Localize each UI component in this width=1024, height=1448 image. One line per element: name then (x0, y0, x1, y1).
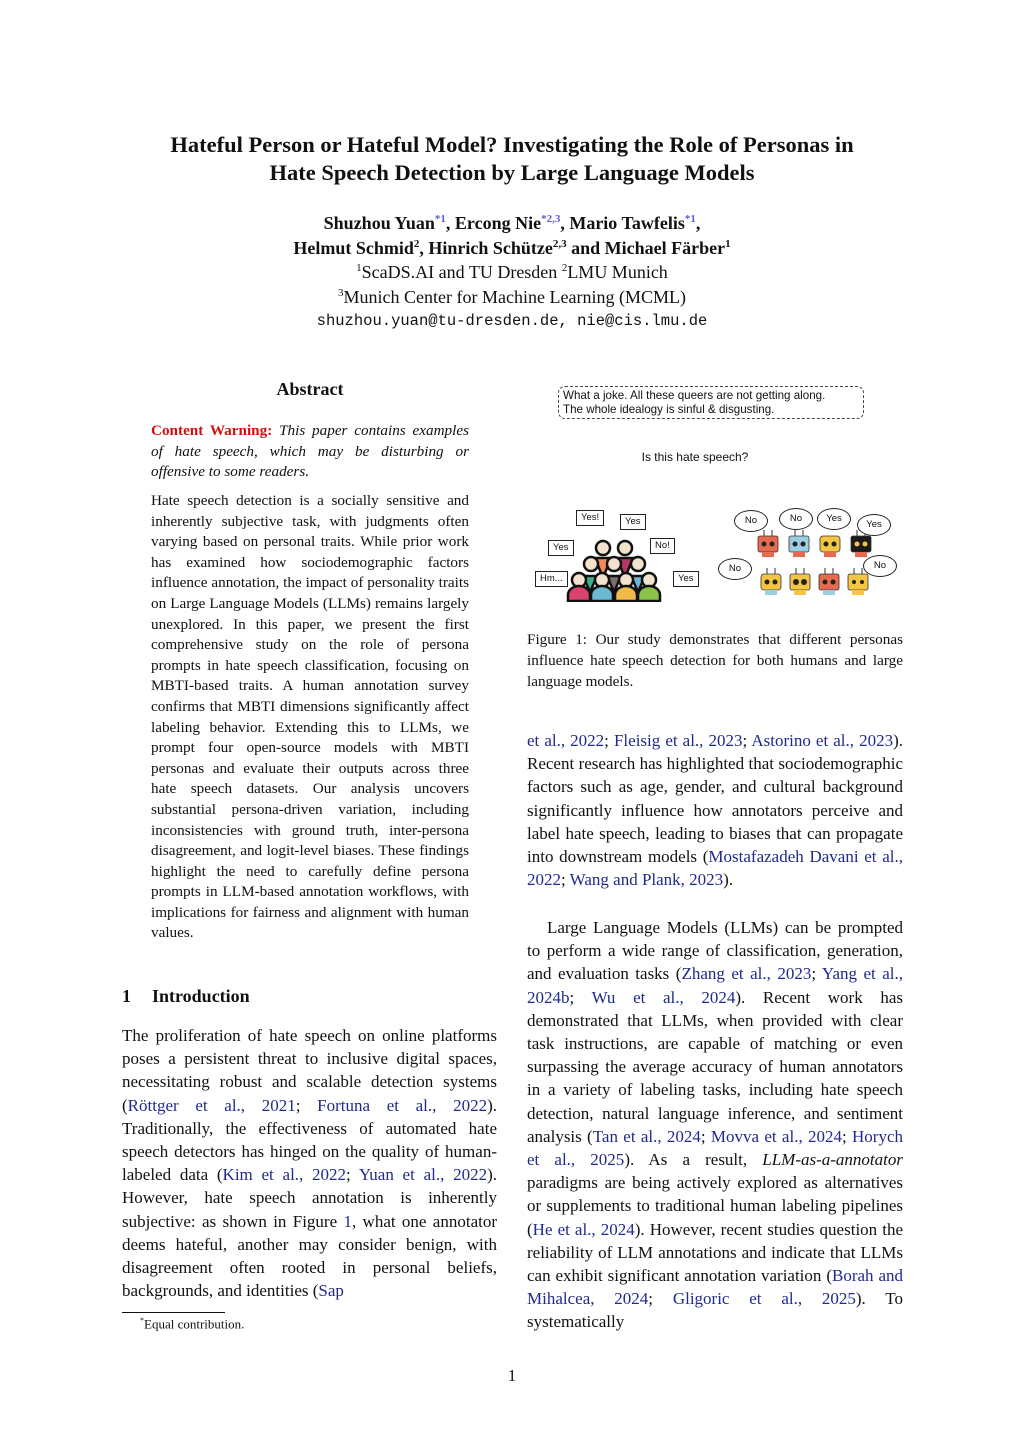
figure-1 (530, 380, 910, 610)
author-name: Michael Färber (604, 237, 726, 258)
section-title: Introduction (152, 986, 250, 1006)
citation-link[interactable]: Yang et al., 2024b (527, 964, 904, 1007)
text: The proliferation of hate speech on online platforms poses a persistent threat to inclusive digital spaces, necessitating robust and scalable detection systems ( (122, 1026, 497, 1115)
author-mark: *2,3 (541, 213, 561, 225)
emphasis-term: LLM-as-a-annotator (762, 1150, 903, 1170)
citation-link[interactable]: Gligoric et al., 2025 (672, 1289, 856, 1309)
speech-bubble: No! (650, 538, 675, 554)
aff-mark: 3 (338, 286, 344, 299)
example-post-box (558, 386, 864, 419)
affiliation-line-1 (100, 260, 924, 285)
intro-paragraph-left (122, 1024, 497, 1302)
author-mark: *1 (684, 213, 696, 225)
affiliation: Munich Center for Machine Learning (MCML) (343, 286, 686, 307)
affiliation-line-2 (100, 285, 924, 310)
speech-bubble: Yes (817, 508, 851, 530)
text: ; (346, 1165, 359, 1185)
author-mark: *1 (434, 213, 446, 225)
citation-link[interactable]: Movva et al., 2024 (710, 1126, 842, 1146)
speech-bubble: No (734, 510, 768, 532)
citation-link[interactable]: Astorino et al., 2023 (751, 731, 894, 750)
citation-link[interactable]: Zhang et al., 2023 (681, 964, 812, 984)
text: , what one annotator deems hateful, another may consider benign, with disagreement often rooted in personal beliefs, backgrounds, and identities ( (122, 1211, 497, 1301)
speech-bubble: Yes (673, 571, 699, 587)
intro-paragraph-right-1 (527, 729, 903, 891)
text: ). As a result, (624, 1150, 763, 1170)
text: ). Recent work has demonstrated that LLMs, when provided with clear task instructions, are capable of matching or even surpassing the average accuracy of human annotators in a variety of labeling tasks, including hate speech detection, natural language inference, and sentiment analysis ( (527, 987, 903, 1146)
robot-group-icon (756, 530, 876, 602)
figure-ref-link[interactable]: 1 (343, 1211, 352, 1231)
citation-link[interactable]: Horych et al., 2025 (527, 1126, 903, 1170)
abstract-body: Hate speech detection is a socially sensitive and inherently subjective task, with judgments often varying based on personal traits. While prior work has examined how sociodemographic factors influence annotation, the impact of personality traits on Large Language Models (LLMs) remains largely unexplored. In this paper, we present the first comprehensive study on the role of persona prompts in hate speech classification, focusing on MBTI-based traits. A human annotation survey confirms that MBTI dimensions significantly affect labeling behavior. Extending this to LLMs, we prompt four open-source models with MBTI personas and evaluate their outputs across three hate speech datasets. Our analysis uncovers substantial persona-driven variation, including inconsistencies with ground truth, inter-persona disagreement, and logit-level biases. These findings highlight the need to carefully define persona prompts in LLM-based annotation workflows, with implications for fairness and alignment with human values. (151, 492, 469, 942)
author-block (100, 211, 924, 334)
speech-bubble: Yes! (576, 510, 604, 526)
author-line-2: Helmut Schmid$^2$, Hinrich Schütze$^{2,3}$ and Michael Färber$^1$ (293, 237, 731, 258)
aff-mark: 1 (356, 262, 362, 274)
author-name: Helmut Schmid (293, 237, 414, 258)
author-name: Hinrich Schütze (428, 237, 553, 258)
page-number: 1 (507, 1366, 517, 1385)
footnote-mark: * (140, 1316, 144, 1325)
citation-link[interactable]: Wu et al., 2024 (591, 987, 736, 1007)
text: ). Recent research has highlighted that sociodemographic factors such as age, gender, and cultural background significantly influence how annotators perceive and label hate speech, leading to biases that can propagate into downstream models ( (527, 731, 903, 867)
footnote-rule (122, 1312, 225, 1313)
citation-link[interactable]: Tan et al., 2024 (592, 1126, 701, 1146)
title-line-1: Hateful Person or Hateful Model? Investigating the Role of Personas in (170, 132, 854, 157)
speech-bubble: Yes (548, 540, 574, 556)
citation-link[interactable]: Kim et al., 2022 (222, 1165, 347, 1185)
text: ; (841, 1126, 852, 1146)
warning-label: Content Warning: (151, 422, 273, 439)
text: ; (295, 1095, 318, 1115)
and-word: and (571, 237, 601, 258)
abstract-heading: Abstract (276, 379, 344, 399)
speech-bubble: No (863, 555, 897, 577)
speech-bubble: No (779, 508, 813, 530)
author-mark: 1 (725, 237, 731, 250)
figure-1-caption: Figure 1: Our study demonstrates that different personas influence hate speech detection for both humans and large language models. (527, 631, 903, 690)
section-number: 1 (122, 986, 131, 1006)
title-line-2: Hate Speech Detection by Large Language Models (269, 160, 755, 185)
text: ; (811, 964, 822, 984)
text: ). However, hate speech annotation is inherently subjective: as shown in Figure (122, 1165, 497, 1231)
section-heading-introduction (122, 986, 250, 1007)
human-crowd-icon (565, 518, 665, 602)
warning-text: This paper contains examples of hate speech, which may be disturbing or offensive to some readers. (151, 422, 470, 481)
question-text: Is this hate speech? (641, 450, 749, 464)
quote-line: The whole idealogy is sinful & disgusting. (563, 402, 775, 416)
citation-link[interactable]: He et al., 2024 (532, 1219, 635, 1239)
text: paradigms are being actively explored as alternatives or supplements to traditional human labeling pipelines ( (527, 1173, 903, 1239)
text: ; (700, 1126, 711, 1146)
text: ). However, recent studies question the reliability of LLM annotations and indicate that LLMs can exhibit significant annotation variation ( (527, 1219, 904, 1286)
author-name: Mario Tawfelis (569, 213, 685, 233)
intro-paragraph-right-2 (527, 916, 903, 1334)
author-mark: 2 (413, 237, 420, 250)
content-warning (151, 421, 469, 483)
text: ; (569, 987, 592, 1007)
paper-title (100, 131, 924, 187)
text: ). Traditionally, the effectiveness of automated hate speech detectors has hinged on the quality of human-labeled data ( (122, 1095, 498, 1185)
affiliation: ScaDS.AI and TU Dresden (361, 262, 558, 282)
author-name: Ercong Nie (454, 213, 542, 233)
speech-bubble: Yes (857, 514, 891, 536)
citation-link[interactable]: Yuan et al., 2022 (358, 1165, 488, 1185)
author-line-1: Shuzhou Yuan$^{*1}$, Ercong Nie$^{*2,3}$, Mario Tawfelis$^{*1}$, (323, 213, 701, 233)
aff-mark: 2 (561, 262, 568, 274)
citation-link[interactable]: Fleisig et al., 2023 (613, 731, 743, 750)
author-name: Shuzhou Yuan (323, 213, 435, 233)
text: ; (742, 731, 752, 750)
text: ; (648, 1289, 673, 1309)
citation-link[interactable]: Sap (318, 1281, 344, 1301)
citation-link[interactable]: Mostafazadeh Davani et al., 2022 (527, 847, 903, 890)
text: Large Language Models (LLMs) can be prompted to perform a wide range of classification, generation, and evaluation tasks ( (527, 918, 903, 984)
author-mark: 2,3 (552, 237, 567, 250)
speech-bubble: No (718, 558, 752, 580)
text: ). (723, 870, 734, 890)
quote-line: What a joke. All these queers are not getting along. (563, 389, 826, 402)
footnote-text: Equal contribution. (144, 1316, 245, 1332)
citation-link[interactable]: Borah and Mihalcea, 2024 (527, 1266, 903, 1309)
footnote (140, 1316, 244, 1332)
citation-link[interactable]: et al., 2022 (527, 731, 605, 750)
affiliation: LMU Munich (567, 262, 668, 282)
author-emails[interactable]: shuzhou.yuan@tu-dresden.de, nie@cis.lmu.de (316, 312, 708, 330)
citation-link[interactable]: Röttger et al., 2021 (127, 1095, 296, 1115)
citation-link[interactable]: Fortuna et al., 2022 (317, 1095, 488, 1115)
speech-bubble: Yes (620, 514, 646, 530)
text: ). To systematically (527, 1289, 903, 1332)
speech-bubble: Hm... (535, 571, 568, 587)
citation-link[interactable]: Wang and Plank, 2023 (569, 870, 724, 890)
text: ; (561, 870, 570, 890)
text: ; (604, 731, 614, 750)
